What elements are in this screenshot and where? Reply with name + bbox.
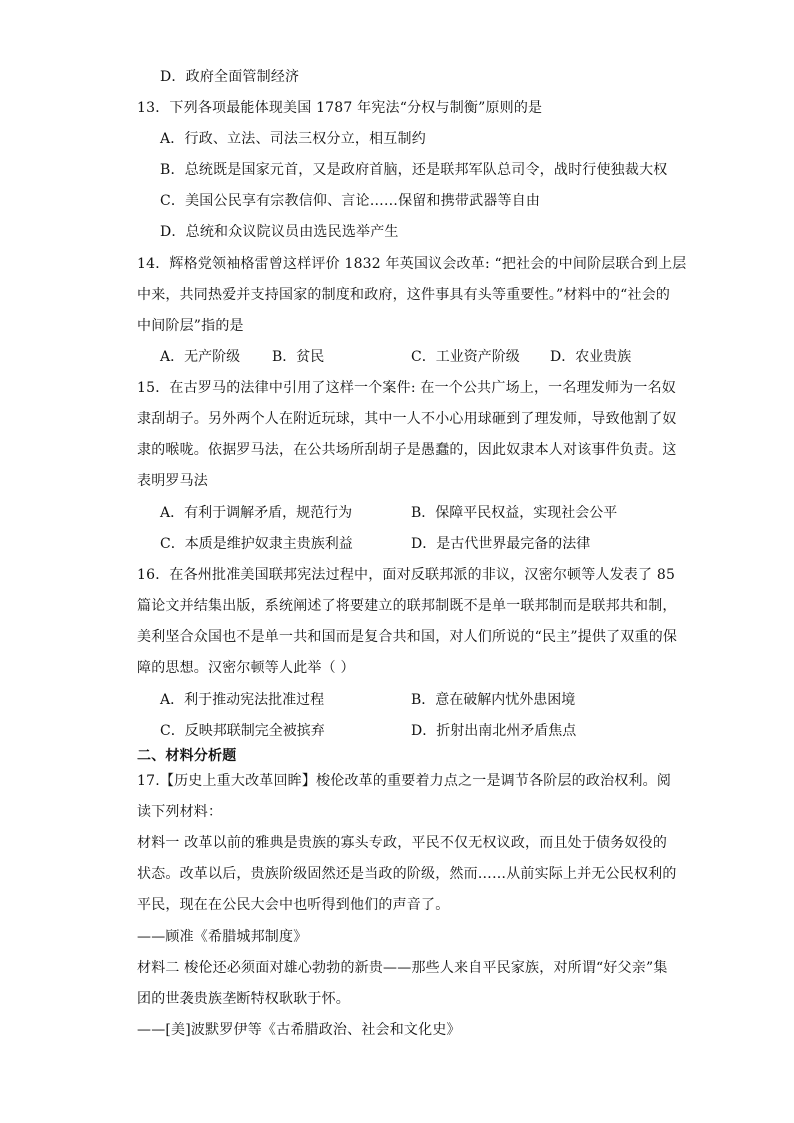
q14-option-d: D．农业贵族 [550,349,632,365]
q14-option-b: B．贫民 [272,349,325,365]
material1-line: 平民，现在在公民大会中也听得到他们的声音了。 [137,897,450,913]
q13-option-d: D．总统和众议院议员由选民选举产生 [160,224,399,240]
section-title: 二、材料分析题 [137,748,237,764]
q12-option-d: D．政府全面管制经济 [160,69,300,85]
material1-source: ——顾准《希腊城邦制度》 [137,929,308,945]
material1-line: 材料一 改革以前的雅典是贵族的寡头专政，平民不仅无权议政，而且处于债务奴役的 [137,835,668,851]
q13-option-a: A．行政、立法、司法三权分立，相互制约 [160,131,426,147]
material1-line: 状态。改革以后，贵族阶级固然还是当政的阶级，然而……从前实际上并无公民权利的 [137,866,677,882]
q15-stem-line: 隶的喉咙。依据罗马法，在公共场所刮胡子是愚蠢的，因此奴隶本人对该事件负责。这 [137,442,677,458]
q16-stem-line: 美利坚合众国也不是单一共和国而是复合共和国，对人们所说的“民主”提供了双重的保 [137,629,678,645]
material2-line: 团的世袭贵族垄断特权耿耿于怀。 [137,991,350,1007]
q17-stem-line: 读下列材料： [137,804,223,820]
q16-stem-line: 16．在各州批准美国联邦宪法过程中，面对反联邦派的非议，汉密尔顿等人发表了 85 [137,567,676,583]
q14-option-c: C．工业资产阶级 [411,349,520,365]
q15-option-a: A．有利于调解矛盾，规范行为 [160,505,353,521]
material2-line: 材料二 梭伦还必须面对雄心勃勃的新贵——那些人来自平民家族，对所谓“好父亲”集 [137,960,668,976]
q16-stem-line: 篇论文并结集出版，系统阐述了将要建立的联邦制既不是单一联邦制而是联邦共和制， [137,598,677,614]
q15-option-d: D．是古代世界最完备的法律 [411,536,591,552]
q14-stem-line: 14．辉格党领袖格雷曾这样评价 1832 年英国议会改革: “把社会的中间阶层联合到上层 [137,256,687,272]
q14-option-a: A．无产阶级 [160,349,241,365]
q16-stem-line: 障的思想。汉密尔顿等人此举（ ） [137,660,355,676]
q15-stem-line: 隶刮胡子。另外两个人在附近玩球，其中一人不小心用球砸到了理发师，导致他割了奴 [137,411,677,427]
material2-source: ——[美]波默罗伊等《古希腊政治、社会和文化史》 [137,1022,461,1038]
q15-stem-line: 15．在古罗马的法律中引用了这样一个案件: 在一个公共广场上，一名理发师为一名奴 [137,380,676,396]
q17-stem-line: 17.【历史上重大改革回眸】梭伦改革的重要着力点之一是调节各阶层的政治权利。阅 [137,773,672,789]
q16-option-d: D．折射出南北州矛盾焦点 [411,723,577,739]
q15-option-b: B．保障平民权益，实现社会公平 [411,505,618,521]
q16-option-a: A．利于推动宪法批准过程 [160,692,325,708]
q13-option-b: B．总统既是国家元首，又是政府首脑，还是联邦军队总司令，战时行使独裁大权 [160,162,668,178]
q16-option-c: C．反映邦联制完全被摈弃 [160,723,325,739]
q14-stem-line: 中间阶层”指的是 [137,318,244,334]
q15-stem-line: 表明罗马法 [137,473,208,489]
q14-stem-line: 中来，共同热爱并支持国家的制度和政府，这件事具有头等重要性。”材料中的“社会的 [137,287,671,303]
q16-option-b: B．意在破解内忧外患困境 [411,692,576,708]
q13-stem: 13．下列各项最能体现美国 1787 年宪法“分权与制衡”原则的是 [137,100,543,116]
q13-option-c: C．美国公民享有宗教信仰、言论……保留和携带武器等自由 [160,193,541,209]
q15-option-c: C．本质是维护奴隶主贵族利益 [160,536,353,552]
